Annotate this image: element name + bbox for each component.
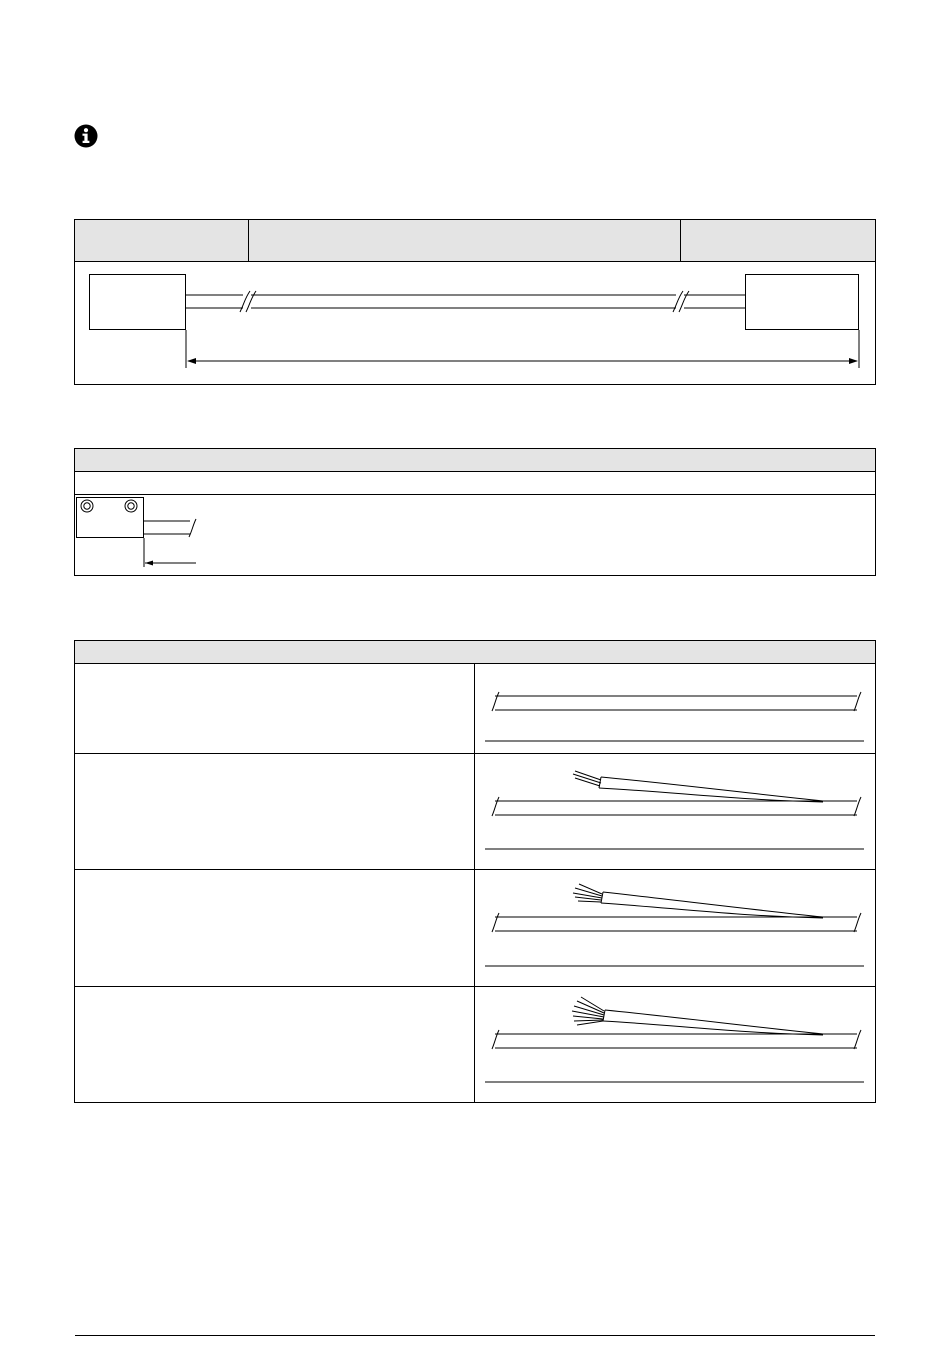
- row-description: [75, 664, 475, 753]
- stripped-cable-end-diagram: [475, 987, 875, 1102]
- sensor-cable-diagram: [75, 495, 875, 575]
- cable-end-row: [75, 987, 875, 1102]
- device-box-right: [746, 275, 859, 330]
- stripped-cable-end-diagram: [475, 870, 875, 986]
- cable-end-row: [75, 754, 875, 870]
- device-box-left: [90, 275, 186, 330]
- arrowhead-right: [849, 358, 858, 364]
- stripped-cable-end-diagram: [475, 754, 875, 869]
- arrowhead-left: [187, 358, 196, 364]
- cable-end-row: [75, 664, 875, 754]
- row-description: [75, 754, 475, 869]
- sensor-cable-table: [74, 448, 876, 576]
- table-header-row: [75, 449, 875, 472]
- row-description: [75, 870, 475, 986]
- footer-rule: [75, 1335, 875, 1336]
- cable-end-table: [74, 640, 876, 1103]
- table-header-row: [75, 220, 875, 262]
- cable-end-row: [75, 870, 875, 987]
- cable-length-diagram: [75, 262, 875, 384]
- header-cell: [75, 220, 249, 261]
- plain-cable-end-diagram: [475, 664, 875, 753]
- arrowhead: [145, 561, 153, 566]
- header-cell: [249, 220, 681, 261]
- header-cell: [681, 220, 875, 261]
- table-subheader-row: [75, 472, 875, 495]
- table-header-row: [75, 641, 875, 664]
- row-description: [75, 987, 475, 1102]
- info-icon: [74, 124, 98, 148]
- cable-length-table: [74, 219, 876, 385]
